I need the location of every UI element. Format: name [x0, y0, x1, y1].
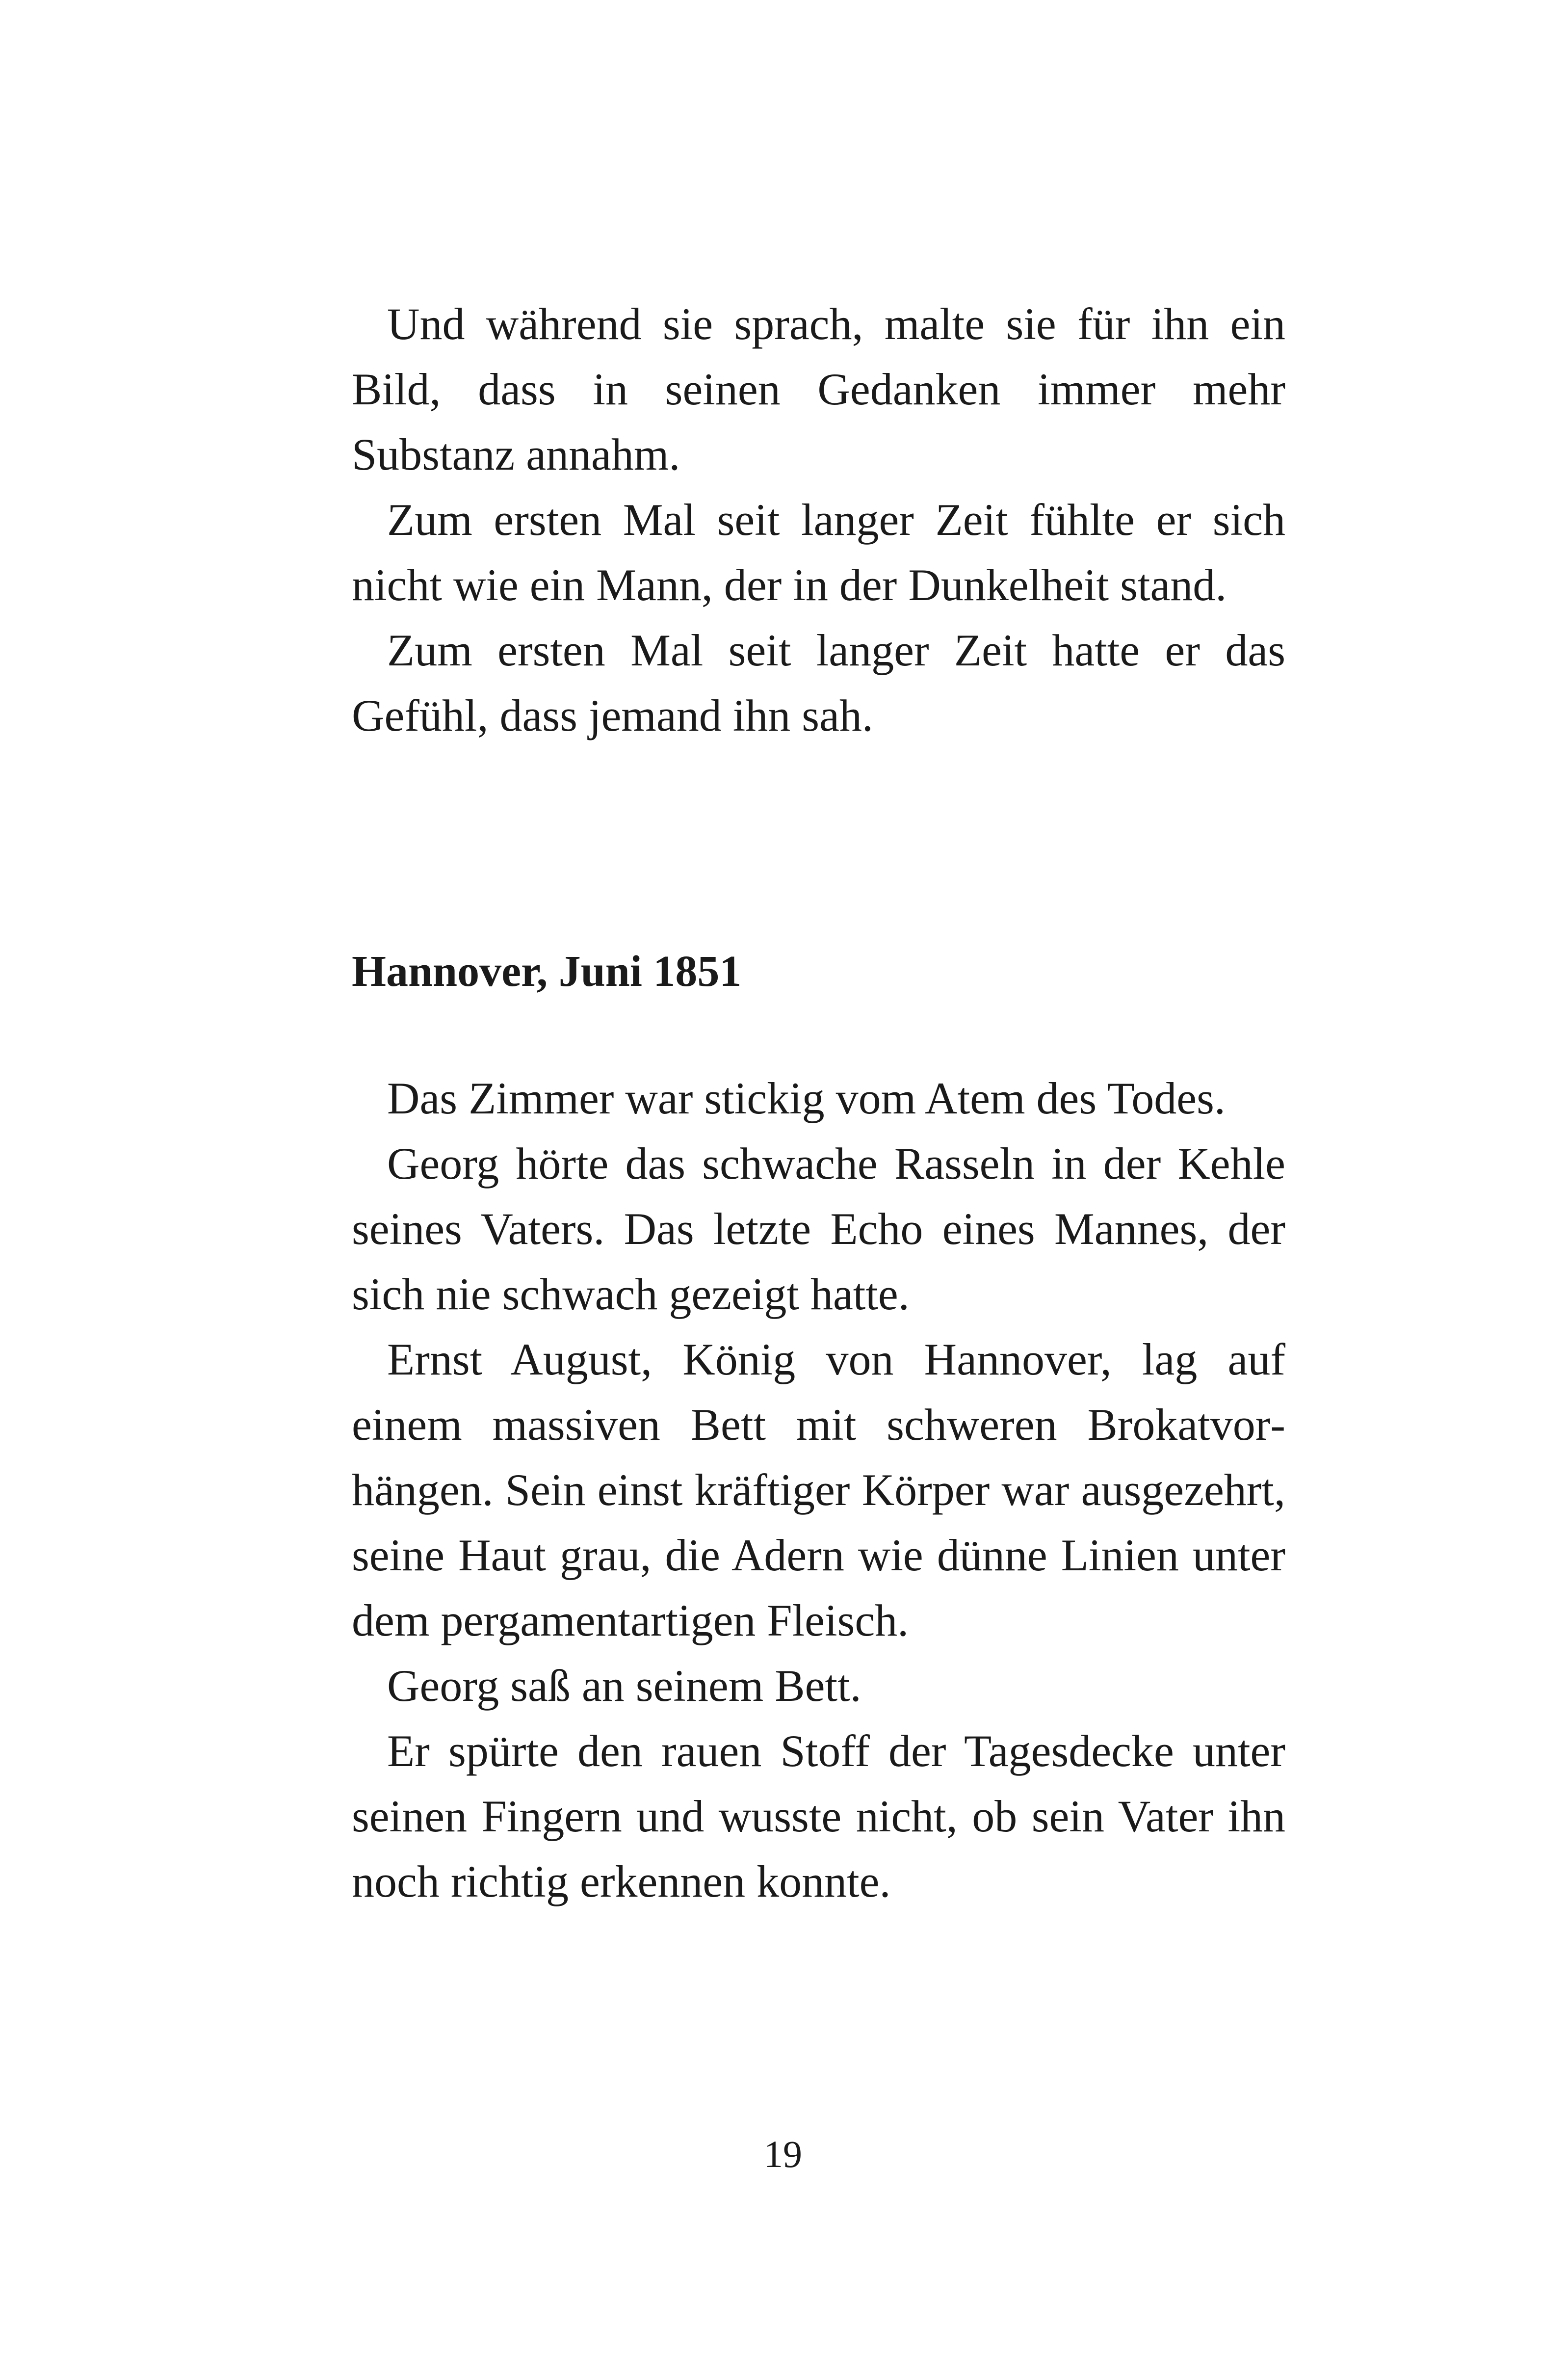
page-number: 19: [764, 2133, 802, 2175]
paragraph: Und während sie sprach, malte sie für ihn ein Bild, dass in seinen Gedanken immer mehr Substanz annahm.: [352, 299, 1285, 479]
paragraph: Georg hörte das schwache Rasseln in der Kehle seines Vaters. Das letzte Echo eines Mannes, der sich nie schwach gezeigt hatte.: [352, 1138, 1285, 1319]
paragraph: Das Zimmer war stickig vom Atem des Todes.: [387, 1073, 1226, 1123]
paragraph: Ernst August, König von Hannover, lag auf einem massiven Bett mit schweren Brokatvorhängen. Sein einst kräftiger Körper war ausgezehrt, seine Haut grau, die Adern wie dünne Linien unter dem pergamentartigen Fleisch.: [352, 1334, 1285, 1645]
intro-text: [352, 291, 1285, 748]
section-heading: Hannover, Juni 1851: [352, 947, 742, 996]
paragraph: Zum ersten Mal seit langer Zeit hatte er das Gefühl, dass jemand ihn sah.: [352, 625, 1285, 740]
paragraph: Er spürte den rauen Stoff der Tagesdecke unter seinen Fingern und wusste nicht, ob sein Vater ihn noch richtig erkennen konnte.: [352, 1726, 1285, 1906]
paragraph: Georg saß an seinem Bett.: [387, 1661, 861, 1711]
paragraph: Zum ersten Mal seit langer Zeit fühlte er sich nicht wie ein Mann, der in der Dunkelheit stand.: [352, 495, 1285, 610]
section-text: [352, 1066, 1285, 1914]
